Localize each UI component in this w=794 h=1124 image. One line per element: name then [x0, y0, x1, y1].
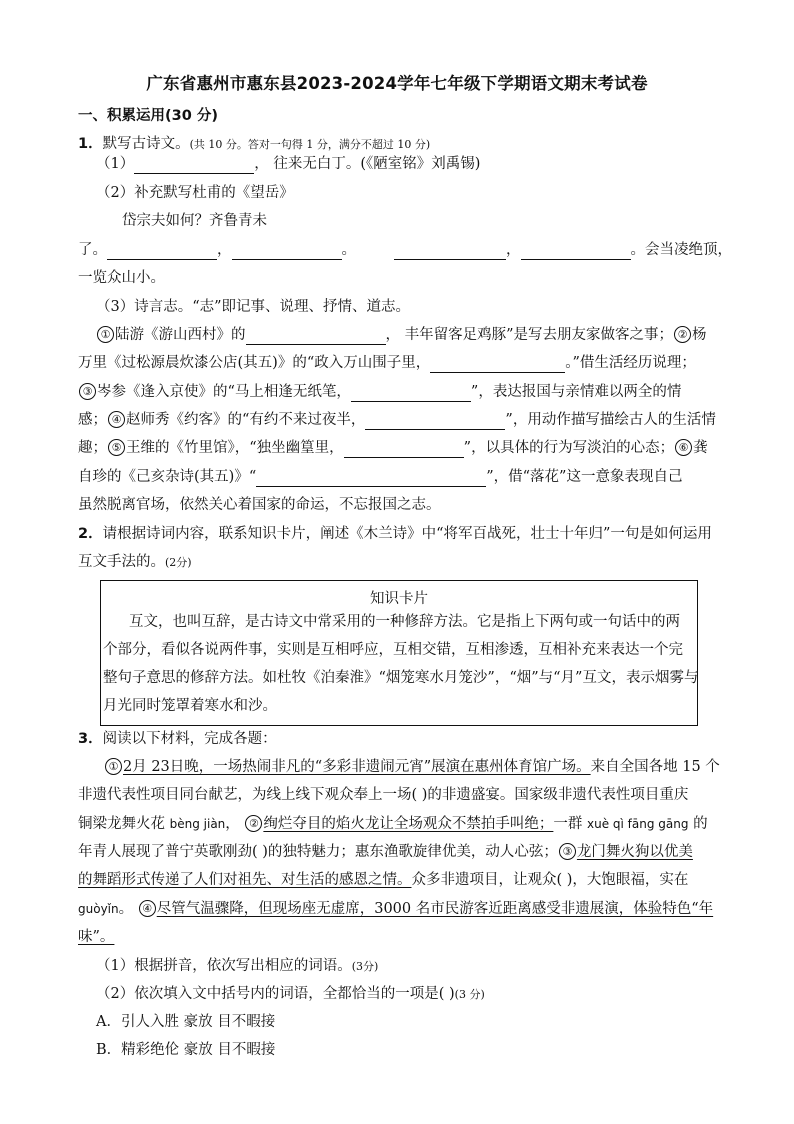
option-b[interactable]: B．精彩绝伦 豪放 目不暇接: [96, 1042, 276, 1058]
q1-part2-label: （2）补充默写杜甫的《望岳》: [96, 185, 294, 201]
text: 岑参《逢入京使》的“马上相逢无纸笔，: [97, 384, 351, 400]
text: （2）依次填入文中括号内的词语，全都恰当的一项是( ): [96, 986, 455, 1002]
text: 。”借生活经历说理；: [565, 355, 696, 371]
knowledge-card: [100, 580, 698, 726]
q1-text: 默写古诗文。: [102, 136, 190, 152]
card-title: 知识卡片: [370, 591, 428, 607]
text: 。会当凌绝顶，: [630, 242, 732, 258]
q3-line2: 非遗代表性项目同台献艺，为线上线下观众奉上一场( )的非遗盛宴。国家级非遗代表性项目重庆: [78, 787, 689, 803]
q1-part3-line1: [96, 325, 707, 345]
pinyin: xuè qì fāng gāng: [587, 817, 689, 831]
text: 龚: [693, 440, 708, 456]
q1-part2-line3: 一览众山小。: [78, 270, 165, 286]
text: 趣；: [78, 440, 107, 456]
text: 自珍的《己亥杂诗(其五)》“: [78, 469, 257, 485]
text: 年青人展现了普宁英歌刚劲( )的独特魅力；惠东渔歌旋律优美，动人心弦；: [78, 844, 558, 860]
q3-line4: [78, 842, 693, 862]
text: ，: [225, 816, 240, 832]
q2-line1: [78, 524, 712, 544]
text: （1）根据拼音，依次写出相应的词语。: [96, 958, 352, 974]
q1-part3-intro: （3）诗言志。“志”即记事、说理、抒情、道志。: [96, 299, 411, 315]
q1-part3-line2: [78, 353, 696, 373]
q3-header: [78, 729, 277, 749]
q1-part2-line2: [78, 240, 732, 260]
answer-blank[interactable]: [394, 243, 506, 260]
q3-sub1: [96, 956, 378, 977]
answer-blank[interactable]: [256, 470, 486, 487]
text: 一群: [553, 816, 583, 832]
q1-part3-line3: [78, 382, 681, 402]
section-heading-text: 一、积累运用: [78, 108, 165, 124]
circled-number: ③: [79, 383, 96, 400]
underlined-sentence: 2月 23日晚，一场热闹非凡的“多彩非遗闹元宵”展演在惠州体育馆广场。: [123, 759, 591, 775]
text: ， 丰年留客足鸡豚”是写去朋友家做客之事；: [385, 327, 674, 343]
answer-blank[interactable]: [232, 243, 342, 260]
text: ”，表达报国与亲情难以两全的情: [470, 384, 682, 400]
text: ”，借“落花”这一意象表现自己: [486, 469, 683, 485]
circled-number: ⑤: [108, 439, 125, 456]
text: 王维的《竹里馆》，“独坐幽篁里，: [126, 440, 344, 456]
text: 众多非遗项目，让观众( )，大饱眼福，实在: [411, 872, 689, 888]
underlined-sentence: 的舞蹈形式传递了人们对祖先、对生活的感恩之情。: [78, 872, 412, 888]
option-a[interactable]: A．引人入胜 豪放 目不暇接: [96, 1014, 276, 1030]
answer-blank[interactable]: [344, 441, 464, 458]
q3-line3: [78, 814, 708, 834]
q1-line: [78, 134, 430, 155]
pinyin: guòyǐn: [78, 902, 119, 916]
text: 了。: [78, 242, 107, 258]
q1-part3-line6: [78, 467, 682, 487]
answer-blank[interactable]: [430, 356, 565, 373]
q1-part3-line4: [78, 410, 716, 430]
circled-number: ④: [139, 900, 156, 917]
underlined-sentence: 尽管气温骤降，但现场座无虚席，3000 名市民游客近距离感受非遗展演，体验特色“年: [156, 901, 714, 917]
circled-number: ⑥: [675, 439, 692, 456]
score: (3分): [351, 960, 379, 973]
card-line: 互文，也叫互辞，是古诗文中常采用的一种修辞方法。它是指上下两句或一句话中的两: [129, 614, 680, 630]
q3-line5: [78, 870, 688, 890]
q3-text: 阅读以下材料，完成各题：: [102, 731, 277, 747]
card-line: 整句子意思的修辞方法。如杜牧《泊秦淮》“烟笼寒水月笼沙”，“烟”与“月”互文，表示烟雾与: [103, 670, 699, 686]
text: 互文手法的。: [78, 554, 165, 570]
circled-number: ④: [108, 411, 125, 428]
q2-line2: [78, 552, 192, 573]
text: 。: [341, 242, 356, 258]
pinyin: bèng jiàn: [169, 817, 226, 831]
answer-blank[interactable]: [246, 328, 386, 345]
text: ”，用动作描写描绘古人的生活情: [505, 412, 716, 428]
circled-number: ①: [97, 326, 114, 343]
q1-part1: [96, 154, 480, 174]
answer-blank[interactable]: [351, 385, 471, 402]
score: (3 分): [454, 988, 485, 1001]
card-line: 个部分，看似各说两件事，实则是互相呼应，互相交错，互相渗透，互相补充来表达一个完: [103, 642, 683, 658]
q1-part2-line1: 岱宗夫如何？齐鲁青未: [122, 213, 267, 229]
q3-line1: [104, 757, 720, 777]
section-heading: [78, 106, 218, 126]
text: 的: [693, 816, 708, 832]
section-score: (30 分): [165, 108, 218, 124]
q2-score: (2分): [165, 556, 192, 569]
text: 。: [118, 901, 134, 917]
answer-blank[interactable]: [107, 243, 217, 260]
q3-number: 3．: [78, 731, 103, 747]
answer-blank[interactable]: [365, 413, 505, 430]
circled-number: ②: [245, 815, 262, 832]
text: 来自全国各地 15 个: [590, 759, 720, 775]
exam-title: 广东省惠州市惠东县2023-2024学年七年级下学期语文期末考试卷: [146, 74, 648, 93]
q1-p1-text: ， 往来无白丁。(《陋室铭》刘禹锡): [254, 156, 481, 172]
circled-number: ①: [105, 758, 122, 775]
card-line: 月光同时笼罩着寒水和沙。: [103, 698, 277, 714]
q2-number: 2．: [78, 526, 103, 542]
text: 铜梁龙舞火花: [78, 816, 165, 832]
q1-note: (共 10 分。答对一句得 1 分，满分不超过 10 分): [189, 138, 431, 151]
answer-blank[interactable]: [134, 157, 254, 174]
q1-number: 1．: [78, 136, 103, 152]
q3-sub2: [96, 984, 485, 1005]
q1-part3-line7: 虽然脱离官场，依然关心着国家的命运，不忘报国之志。: [78, 497, 441, 513]
q3-line7: [78, 927, 114, 947]
q1-p1-label: （1）: [96, 156, 135, 172]
text: 陆游《游山西村》的: [115, 327, 246, 343]
underlined-sentence: 味”。: [78, 929, 115, 945]
text: ，: [217, 242, 232, 258]
text: 万里《过松源晨炊漆公店(其五)》的“政入万山围子里，: [78, 355, 431, 371]
text: 赵师秀《约客》的“有约不来过夜半，: [126, 412, 366, 428]
q2-text: 请根据诗词内容，联系知识卡片，阐述《木兰诗》中“将军百战死，壮士十年归”一句是如何运用: [102, 526, 712, 542]
q1-part3-line5: [78, 438, 708, 458]
text: ”，以具体的行为写淡泊的心态；: [463, 440, 675, 456]
circled-number: ③: [559, 843, 576, 860]
text: ，: [506, 242, 521, 258]
q3-line6: [78, 899, 713, 919]
circled-number: ②: [674, 326, 691, 343]
underlined-sentence: 龙门舞火狗以优美: [576, 844, 693, 860]
answer-blank[interactable]: [521, 243, 631, 260]
text: 杨: [692, 327, 707, 343]
underlined-sentence: 绚烂夺目的焰火龙让全场观众不禁拍手叫绝；: [263, 816, 554, 832]
text: 感；: [78, 412, 107, 428]
